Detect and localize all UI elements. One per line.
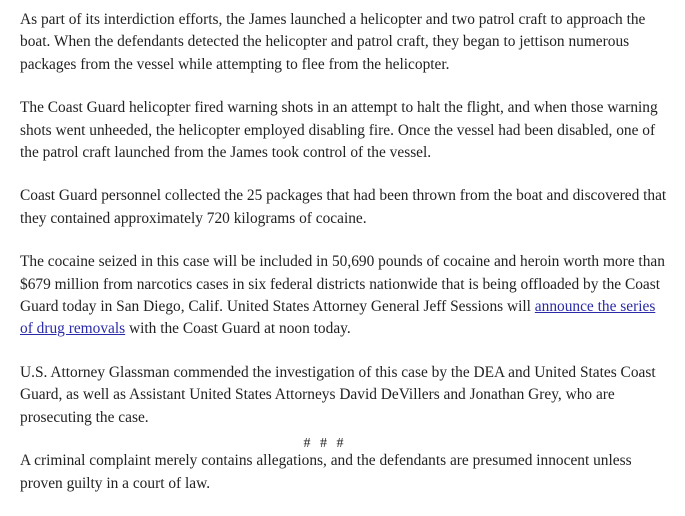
paragraph-interdiction: As part of its interdiction efforts, the James launched a helicopter and two patrol craft to approach the boat. When the defendants detected the helicopter and patrol craft, they began to jettison numerous packages from the vessel while attempting to flee from the helicopter. <box>20 11 646 73</box>
offload-text-after-link: with the Coast Guard at noon today. <box>125 320 351 338</box>
paragraph-commendation: U.S. Attorney Glassman commended the investigation of this case by the DEA and United States Coast Guard, as well as Assistant United States Attorneys David DeVillers and Jonathan Grey, who are prosecuting the case. <box>20 363 656 426</box>
paragraph-packages-collected: Coast Guard personnel collected the 25 packages that had been thrown from the boat and discovered that they contained approximately 720 kilograms of cocaine. <box>20 187 667 227</box>
paragraph-warning-shots: The Coast Guard helicopter fired warning shots in an attempt to halt the flight, and when those warning shots went unheeded, the helicopter employed disabling fire. Once the vessel had been disabled, one of the patrol craft launched from the James took control of the vessel. <box>20 99 658 162</box>
paragraph-disclaimer: A criminal complaint merely contains allegations, and the defendants are presumed innocent unless proven guilty in a court of law. <box>20 452 632 492</box>
end-of-release-mark: # # # <box>303 436 347 451</box>
offload-text-before-link: The cocaine seized in this case will be included in 50,690 pounds of cocaine and heroin worth more than $679 million from narcotics cases in six federal districts nationwide that is being offloaded by the Coast Guard today in San Diego, Calif. United States Attorney General Jeff Sessions will <box>20 253 665 316</box>
drug-removals-announcement-link[interactable]: announce the series of drug removals <box>20 298 656 338</box>
paragraph-cocaine-offload <box>20 251 670 341</box>
